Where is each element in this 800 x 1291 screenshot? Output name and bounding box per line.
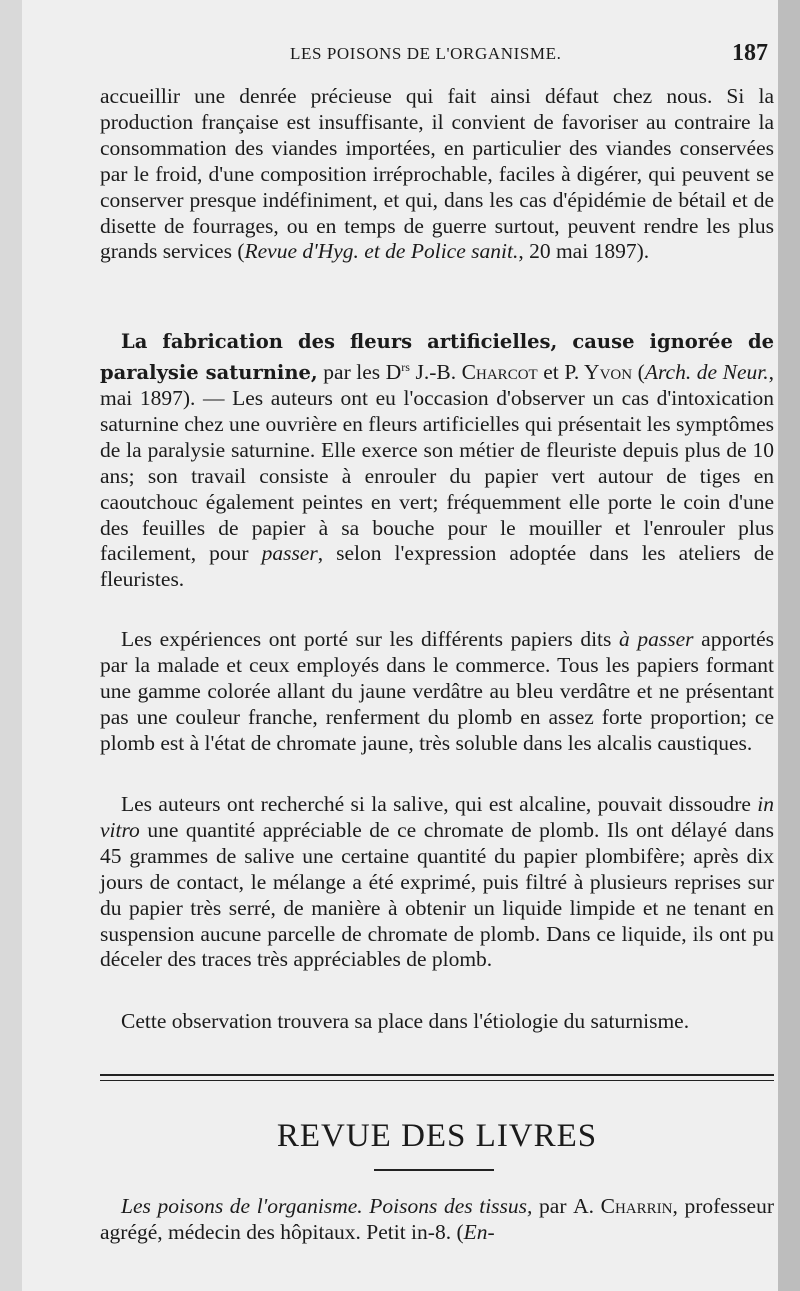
paragraph-text-cont: une quantité appréciable de ce chromate de plomb. Ils ont délayé dans 45 grammes de salive une certaine quantité du papier plombifère; après dix jours de contact, le mélange a été exprimé, puis filtré à plusieurs reprises sur du papier très serré, de manière à obtenir un liquide limpide et ne tenant en suspension aucune parcelle de chromate de plomb. Dans ce liquide, ils ont pu déceler des traces très appréciables de plomb.	[100, 817, 774, 972]
italic-term: à passer	[619, 627, 694, 651]
article-paragraph	[100, 329, 774, 593]
section-divider-thin	[100, 1080, 774, 1081]
author-charcot: J.-B. Charcot	[415, 360, 538, 385]
paragraph-meat-import	[100, 84, 774, 265]
source-date: , 20 mai 1897).	[518, 239, 650, 264]
page-header	[100, 40, 774, 70]
book-page	[22, 0, 778, 1291]
review-book-title: Les poisons de l'organisme. Poisons des tissus,	[121, 1194, 533, 1218]
paragraph-text-cont: apportés par la malade et ceux employés dans le commerce. Tous les papiers formant une gamme colorée allant du jaune verdâtre au bleu verdâtre et ne présentant pas une couleur franche, renferment du plomb en assez forte proportion; ce plomb est à l'état de chromate jaune, très soluble dans les alcalis caustiques.	[100, 627, 774, 755]
review-continued: En-	[463, 1219, 495, 1244]
scan-edge	[778, 0, 800, 1291]
paragraph-saliva	[100, 792, 774, 973]
paragraph-experiments	[100, 627, 774, 757]
review-details: , professeur agrégé, médecin des hôpitaux. Petit in-8. (	[100, 1194, 774, 1244]
review-author: A. Charrin	[573, 1194, 673, 1218]
page-number: 187	[732, 40, 768, 66]
doctors-abbrev: rs	[401, 359, 410, 374]
article-byline: par les D	[317, 360, 402, 385]
author-conjunction: et	[537, 360, 565, 385]
title-underline	[374, 1169, 494, 1171]
journal-citation: Arch. de Neur.	[644, 360, 769, 385]
article-body-end: , selon l'expression adoptée dans les ateliers de fleuristes.	[100, 541, 774, 592]
italic-term: passer	[261, 541, 318, 566]
paragraph-text: accueillir une denrée précieuse qui fait ainsi défaut chez nous. Si la production française est insuffisante, il convient de favoriser au contraire la consommation des viandes importées, en particulier des viandes conservées par le froid, d'une composition irréprochable, faciles à digérer, qui peuvent se conserver presque indéfiniment, et qui, dans les cas d'épidémie de bétail et de disette de fourrages, ou en temps de guerre surtout, peuvent rendre les plus grands services (	[100, 84, 774, 264]
paren-open: (	[632, 360, 645, 385]
source-citation: Revue d'Hyg. et de Police sanit.	[244, 239, 519, 264]
paragraph-conclusion	[100, 1009, 774, 1035]
author-yvon: P. Yvon	[564, 360, 633, 385]
italic-term: in vitro	[100, 792, 774, 842]
article-body: , mai 1897). — Les auteurs ont eu l'occasion d'observer un cas d'intoxication saturnine chez une ouvrière en fleurs artificielles qui présentait les symptômes de la paralysie saturnine. Elle exerce son métier de fleuriste depuis plus de 10 ans; son travail consiste à enrouler du papier vert autour de tiges en caoutchouc également peintes en vert; fréquemment elle porte le coin d'une des feuilles de papier à sa bouche pour le mouiller et l'enrouler plus facilement, pour	[100, 360, 774, 566]
running-head: LES POISONS DE L'ORGANISME.	[290, 44, 562, 63]
paragraph-text: Les auteurs ont recherché si la salive, qui est alcaline, pouvait dissoudre	[121, 792, 758, 816]
section-title: REVUE DES LIVRES	[276, 1118, 598, 1154]
paragraph-text: Cette observation trouvera sa place dans l'étiologie du saturnisme.	[121, 1009, 690, 1033]
review-entry	[100, 1194, 774, 1246]
paragraph-text: Les expériences ont porté sur les différents papiers dits	[121, 627, 620, 651]
review-by: par	[532, 1194, 574, 1218]
section-divider-thick	[100, 1074, 774, 1076]
article-title: La fabrication des fleurs artificielles, cause ignorée de paralysie saturnine,	[100, 330, 774, 385]
